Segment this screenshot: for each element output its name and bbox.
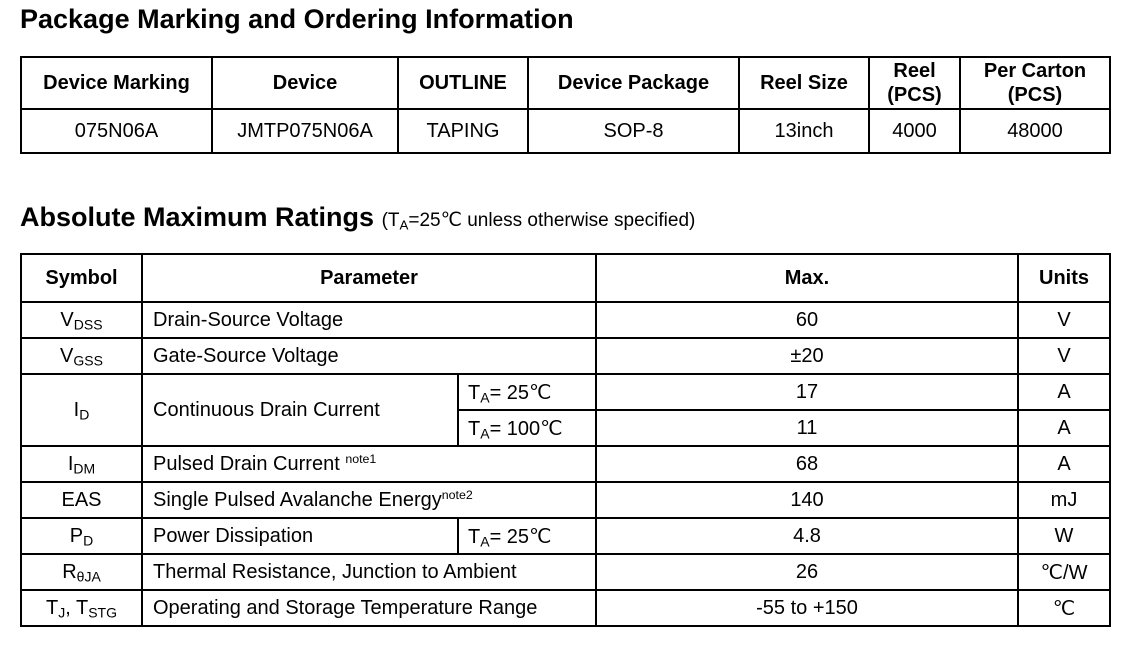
table-row bbox=[21, 109, 1110, 153]
symbol-main: T bbox=[46, 596, 59, 619]
unit-tj-tstg: ℃ bbox=[1018, 590, 1110, 626]
symbol-sub: GSS bbox=[73, 352, 103, 368]
header-device-marking: Device Marking bbox=[21, 57, 212, 109]
ordering-section-title: Package Marking and Ordering Information bbox=[20, 4, 574, 34]
header-reel-line2: (PCS) bbox=[887, 84, 942, 106]
ratings-title-text: Absolute Maximum Ratings bbox=[20, 202, 375, 232]
ratings-table bbox=[20, 253, 1111, 627]
ratings-section-title bbox=[20, 202, 695, 233]
max-rtheta: 26 bbox=[596, 554, 1018, 590]
header-reel-pcs bbox=[869, 57, 960, 109]
table-row bbox=[21, 518, 1110, 554]
header-device: Device bbox=[212, 57, 398, 109]
ratings-condition-open: (T bbox=[381, 210, 400, 231]
header-max: Max. bbox=[596, 254, 1018, 302]
unit-pd: W bbox=[1018, 518, 1110, 554]
header-device-package: Device Package bbox=[528, 57, 739, 109]
unit-vgss: V bbox=[1018, 338, 1110, 374]
unit-vdss: V bbox=[1018, 302, 1110, 338]
symbol-tj-tstg bbox=[21, 590, 142, 626]
param-vdss: Drain-Source Voltage bbox=[142, 302, 596, 338]
max-pd: 4.8 bbox=[596, 518, 1018, 554]
ratings-condition-sub: A bbox=[399, 217, 409, 233]
unit-id-100: A bbox=[1018, 410, 1110, 446]
table-row bbox=[21, 446, 1110, 482]
param-pd: Power Dissipation bbox=[142, 518, 458, 554]
cell-outline: TAPING bbox=[398, 109, 528, 153]
unit-id-25: A bbox=[1018, 374, 1110, 410]
max-vdss: 60 bbox=[596, 302, 1018, 338]
symbol-main: I bbox=[73, 398, 80, 421]
symbol-separator: , T bbox=[65, 596, 89, 619]
symbol-vdss bbox=[21, 302, 142, 338]
table-row bbox=[21, 590, 1110, 626]
param-vgss: Gate-Source Voltage bbox=[142, 338, 596, 374]
table-header-row bbox=[21, 254, 1110, 302]
condition-pd-25 bbox=[458, 518, 596, 554]
cond-sub: A bbox=[480, 425, 490, 441]
cond-sub: A bbox=[480, 533, 490, 549]
max-vgss: ±20 bbox=[596, 338, 1018, 374]
cond-rest: = 25℃ bbox=[489, 525, 552, 548]
header-per-carton bbox=[960, 57, 1110, 109]
table-row bbox=[21, 554, 1110, 590]
symbol-sub: D bbox=[83, 532, 94, 548]
symbol-pd bbox=[21, 518, 142, 554]
symbol-eas: EAS bbox=[21, 482, 142, 518]
symbol-sub: STG bbox=[88, 604, 117, 620]
cell-reel-size: 13inch bbox=[739, 109, 869, 153]
cond-t: T bbox=[468, 525, 481, 548]
symbol-idm bbox=[21, 446, 142, 482]
condition-id-25 bbox=[458, 374, 596, 410]
table-row bbox=[21, 302, 1110, 338]
unit-eas: mJ bbox=[1018, 482, 1110, 518]
note-reference: note1 bbox=[345, 451, 377, 466]
max-idm: 68 bbox=[596, 446, 1018, 482]
header-parameter: Parameter bbox=[142, 254, 596, 302]
max-id-25: 17 bbox=[596, 374, 1018, 410]
param-rtheta: Thermal Resistance, Junction to Ambient bbox=[142, 554, 596, 590]
param-tj-tstg: Operating and Storage Temperature Range bbox=[142, 590, 596, 626]
note-reference: note2 bbox=[441, 487, 473, 502]
symbol-sub: D bbox=[79, 406, 90, 422]
header-carton-line1: Per Carton bbox=[983, 60, 1087, 82]
symbol-sub: DM bbox=[73, 460, 96, 476]
header-units: Units bbox=[1018, 254, 1110, 302]
symbol-main: R bbox=[62, 560, 77, 583]
symbol-rtheta bbox=[21, 554, 142, 590]
cond-t: T bbox=[468, 381, 481, 404]
table-header-row bbox=[21, 57, 1110, 109]
param-eas bbox=[142, 482, 596, 518]
cond-sub: A bbox=[480, 389, 490, 405]
symbol-main: V bbox=[60, 308, 74, 331]
cell-device-marking: 075N06A bbox=[21, 109, 212, 153]
symbol-vgss bbox=[21, 338, 142, 374]
symbol-sub: J bbox=[58, 604, 66, 620]
header-carton-line2: (PCS) bbox=[1007, 84, 1063, 106]
symbol-id bbox=[21, 374, 142, 446]
table-row bbox=[21, 482, 1110, 518]
max-eas: 140 bbox=[596, 482, 1018, 518]
unit-rtheta: ℃/W bbox=[1018, 554, 1110, 590]
cond-rest: = 25℃ bbox=[489, 381, 552, 404]
param-text: Single Pulsed Avalanche Energy bbox=[153, 488, 442, 511]
param-idm bbox=[142, 446, 596, 482]
cond-t: T bbox=[468, 417, 481, 440]
ratings-condition bbox=[382, 210, 696, 231]
table-row bbox=[21, 374, 1110, 410]
cond-rest: = 100℃ bbox=[489, 417, 563, 440]
cell-device-package: SOP-8 bbox=[528, 109, 739, 153]
max-tj-tstg: -55 to +150 bbox=[596, 590, 1018, 626]
param-text: Pulsed Drain Current bbox=[153, 452, 346, 475]
condition-id-100 bbox=[458, 410, 596, 446]
ordering-table bbox=[20, 56, 1111, 154]
param-id: Continuous Drain Current bbox=[142, 374, 458, 446]
cell-reel-pcs: 4000 bbox=[869, 109, 960, 153]
header-reel-size: Reel Size bbox=[739, 57, 869, 109]
ratings-condition-rest: =25℃ unless otherwise specified) bbox=[408, 210, 696, 231]
header-symbol: Symbol bbox=[21, 254, 142, 302]
symbol-sub: θJA bbox=[76, 568, 101, 584]
symbol-main: V bbox=[60, 344, 74, 367]
header-outline: OUTLINE bbox=[398, 57, 528, 109]
symbol-sub: DSS bbox=[73, 316, 103, 332]
unit-idm: A bbox=[1018, 446, 1110, 482]
max-id-100: 11 bbox=[596, 410, 1018, 446]
symbol-main: P bbox=[69, 524, 84, 547]
cell-per-carton: 48000 bbox=[960, 109, 1110, 153]
cell-device: JMTP075N06A bbox=[212, 109, 398, 153]
table-row bbox=[21, 338, 1110, 374]
header-reel-line1: Reel bbox=[893, 60, 936, 82]
symbol-main: I bbox=[67, 452, 74, 475]
